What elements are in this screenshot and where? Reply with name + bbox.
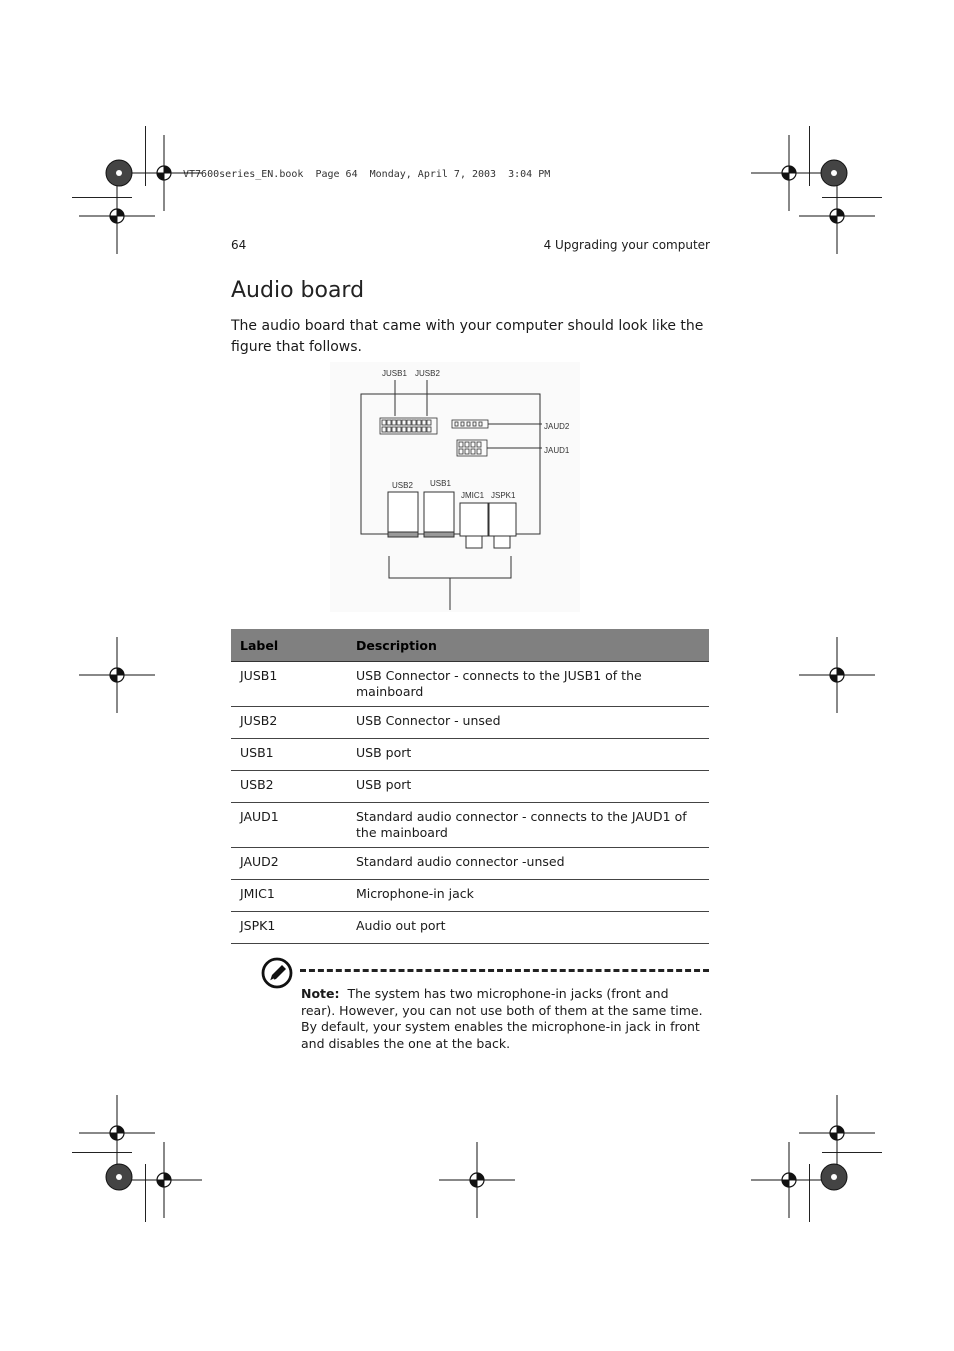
label-usb1: USB1 (430, 479, 451, 488)
row-description: Standard audio connector - connects to the JAUD1 of the mainboard (347, 803, 709, 848)
audio-board-figure (330, 362, 580, 612)
print-header: VT7600series_EN.book Page 64 Monday, April 7, 2003 3:04 PM (183, 169, 551, 180)
page-number: 64 (231, 238, 247, 252)
note-divider (300, 969, 709, 972)
row-label: USB1 (231, 739, 347, 771)
label-jaud2: JAUD2 (544, 422, 570, 431)
label-jmic1: JMIC1 (461, 491, 485, 500)
label-jaud1: JAUD1 (544, 446, 570, 455)
audio-board-connector-table (231, 629, 709, 944)
row-label: USB2 (231, 771, 347, 803)
table-row (231, 771, 709, 803)
row-label: JSPK1 (231, 912, 347, 944)
running-head: 4 Upgrading your computer (543, 238, 710, 252)
note-pen-icon (260, 956, 294, 990)
table-row (231, 739, 709, 771)
table-row (231, 662, 709, 707)
row-description: Standard audio connector -unsed (347, 848, 709, 880)
note-body: The system has two microphone-in jacks (front and rear). However, you can not use both of them at the same time. By default, your system enables the microphone-in jack in front and disables the one at the back. (301, 986, 703, 1051)
table-row (231, 803, 709, 848)
header-description: Description (347, 629, 709, 662)
note-label: Note: (301, 986, 340, 1001)
row-label: JAUD2 (231, 848, 347, 880)
header-label: Label (231, 629, 347, 662)
table-row (231, 707, 709, 739)
row-label: JMIC1 (231, 880, 347, 912)
label-jspk1: JSPK1 (491, 491, 516, 500)
row-description: Microphone-in jack (347, 880, 709, 912)
table-row (231, 912, 709, 944)
table-row (231, 880, 709, 912)
note-paragraph (301, 986, 706, 1052)
label-jusb1: JUSB1 (382, 369, 407, 378)
section-title: Audio board (231, 278, 365, 303)
row-label: JUSB2 (231, 707, 347, 739)
row-description: USB Connector - connects to the JUSB1 of the mainboard (347, 662, 709, 707)
row-label: JUSB1 (231, 662, 347, 707)
row-description: USB port (347, 739, 709, 771)
row-description: USB port (347, 771, 709, 803)
table-header-row (231, 629, 709, 662)
label-usb2: USB2 (392, 481, 413, 490)
row-description: Audio out port (347, 912, 709, 944)
table-row (231, 848, 709, 880)
label-jusb2: JUSB2 (415, 369, 440, 378)
row-description: USB Connector - unsed (347, 707, 709, 739)
intro-paragraph: The audio board that came with your computer should look like the figure that follows. (231, 318, 704, 355)
row-label: JAUD1 (231, 803, 347, 848)
